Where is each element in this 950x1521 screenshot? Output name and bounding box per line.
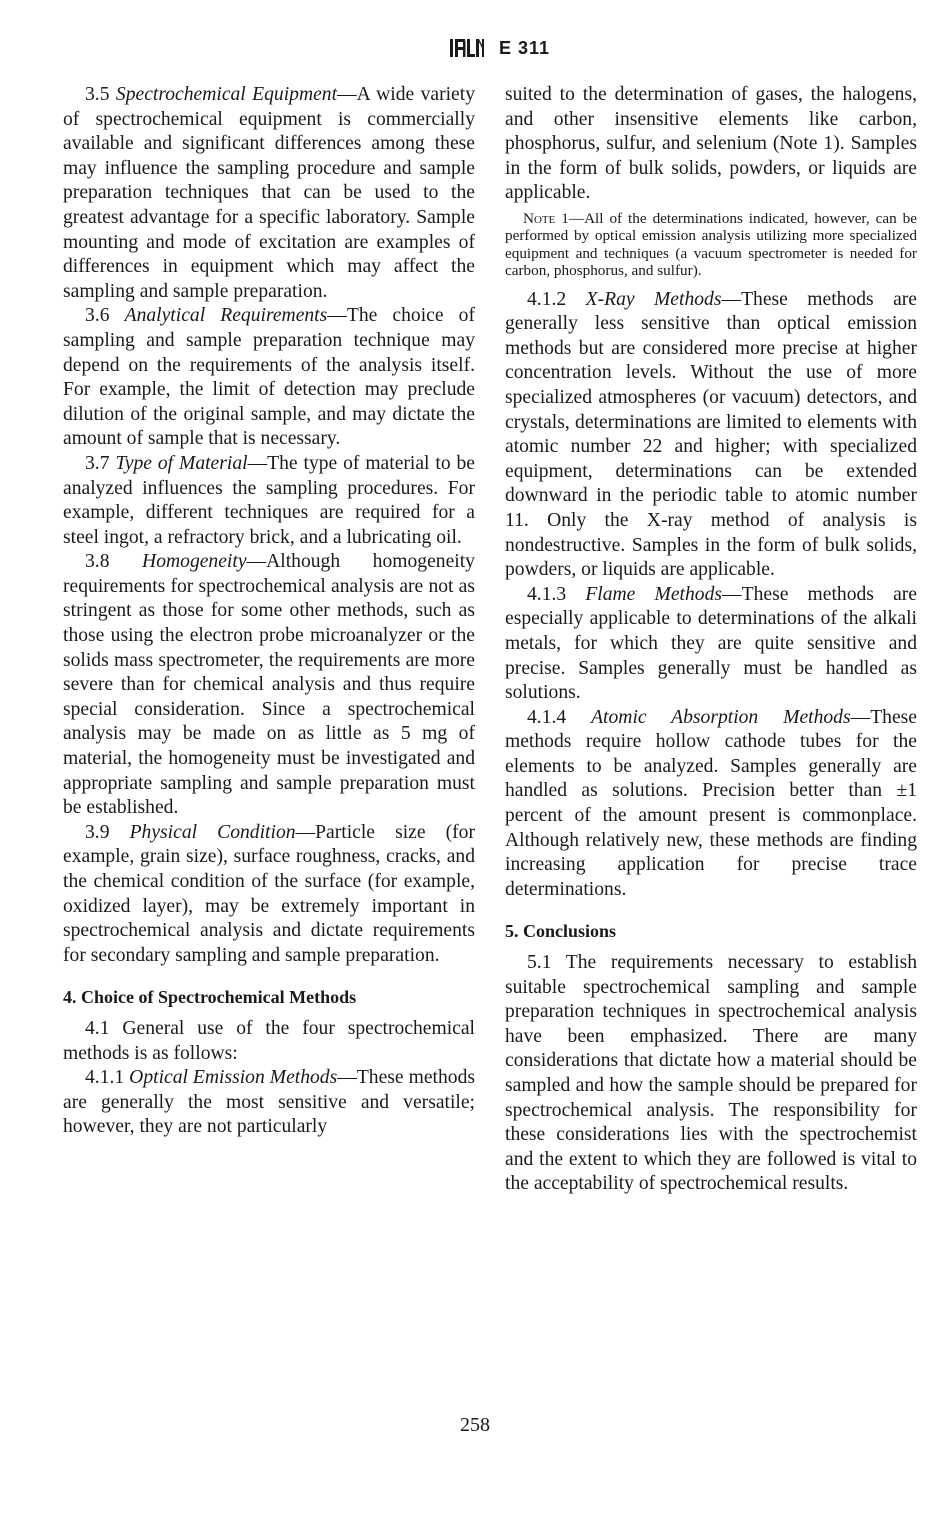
section-4-1-2 [505,288,917,583]
note-text: —All of the determinations indicated, however, can be performed by optical emission analysis utilizing more specialized equipment and techniques (a vacuum spectrometer is needed for carbon, phosphorus, and sulfur). [505,209,917,280]
section-number: 3.5 [85,84,110,105]
section-text: —The type of material to be analyzed influences the sampling procedures. For example, different techniques are required for a steel ingot, a refractory brick, and a lubricating oil. [63,452,475,548]
section-3-8 [63,550,475,821]
section-title: Flame Methods [585,583,723,605]
section-number: 3.7 [85,452,110,474]
standard-designation: E 311 [499,37,551,58]
section-title: Analytical Requirements [124,305,328,327]
section-3-5 [63,83,475,304]
section-4-1-1 [63,1066,475,1140]
section-4-1: 4.1 General use of the four spectrochemical methods is as follows: [63,1017,475,1064]
section-text: —Particle size (for example, grain size), surface roughness, cracks, and the chemical condition of the surface (for example, oxidized layer), may be extremely important in spectrochemical analysis and dictate requirements for secondary sampling and sample preparation. [63,821,475,966]
section-number: 4.1.4 [527,706,567,728]
section-4-1-1-continued: suited to the determination of gases, the halogens, and other insensitive elements like carbon, phosphorus, sulfur, and selenium (Note 1). Samples in the form of bulk solids, powders, or liquids are applicable. [505,84,917,204]
section-4-1-4 [505,706,917,903]
section-title: Homogeneity [142,551,247,573]
heading-section-4: 4. Choice of Spectrochemical Methods [63,987,357,1008]
note-1 [505,210,917,280]
section-title: Atomic Absorption Methods [591,706,851,728]
section-text: —The choice of sampling and sample preparation technique may depend on the requirements of the analysis itself. For example, the limit of detection may preclude dilution of the original sample, and may dictate the amount of sample that is necessary. [63,305,475,450]
section-3-7 [63,452,475,550]
section-title: Type of Material [115,452,248,474]
page-number: 258 [460,1414,490,1436]
section-text: —These methods require hollow cathode tubes for the elements to be analyzed. Samples generally are handled as solutions. Precision better than ±1 percent of the amount present is commonplace. Although relatively new, these methods are finding increasing application for precise trace determinations. [505,706,917,900]
section-4-1-3 [505,583,917,706]
section-title: Spectrochemical Equipment [115,84,338,105]
section-title: Optical Emission Methods [129,1067,338,1089]
section-number: 4.1.1 [85,1067,125,1089]
section-number: 4.1.3 [527,583,567,605]
section-number: 3.9 [85,821,110,843]
section-title: X-Ray Methods [585,288,722,310]
section-number: 3.8 [85,551,110,573]
section-title: Physical Condition [129,821,296,843]
section-text: —These methods are generally the most sensitive and versatile; however, they are not particularly [63,1067,475,1138]
right-column [505,83,917,1197]
left-column [63,83,475,1140]
heading-section-5: 5. Conclusions [505,921,617,942]
section-text: —Although homogeneity requirements for spectrochemical analysis are not as stringent as those for some other methods, such as those using the electron probe microanalyzer or the solids mass spectrometer, the requirements are more severe than for chemical analysis and thus require special consideration. Since a spectrochemical analysis may be made on as little as 5 mg of material, the homogeneity must be investigated and appropriate sampling and sample preparation must be established. [63,551,475,819]
section-3-9 [63,821,475,969]
section-text: —A wide variety of spectrochemical equipment is commercially available and significant differences among these may influence the sampling procedure and sample preparation techniques that can be used to the greatest advantage for a specific laboratory. Sample mounting and mode of excitation are examples of differences in equipment which may affect the sampling and sample preparation. [63,84,475,302]
section-text: —These methods are generally less sensitive than optical emission methods but are considered more precise at higher concentration levels. Without the use of more specialized atmospheres (or vacuum) detectors, and crystals, determinations are limited to elements with atomic number 22 and higher; with specialized equipment, determinations can be extended downward in the periodic table to atomic number 11. Only the X-ray method of analysis is nondestructive. Samples in the form of bulk solids, powders, or liquids are applicable. [505,288,917,581]
astm-logo-icon [449,36,485,60]
section-number: 3.6 [85,305,110,327]
section-5-1: 5.1 The requirements necessary to establish suitable spectrochemical sampling and sample preparation techniques in spectrochemical analysis have been emphasized. There are many considerations that dictate how a material should be sampled and how the sample should be prepared for spectrochemical analysis. The responsibility for these considerations lies with the spectrochemist and the extent to which they are followed is vital to the acceptability of spectrochemical results. [505,952,917,1195]
page-header [449,36,550,60]
note-label: Note 1 [523,209,569,227]
section-text: —These methods are especially applicable to determinations of the alkali metals, for which they are quite sensitive and precise. Samples generally must be handled as solutions. [505,583,917,704]
section-number: 4.1.2 [527,288,567,310]
section-3-6 [63,304,475,452]
